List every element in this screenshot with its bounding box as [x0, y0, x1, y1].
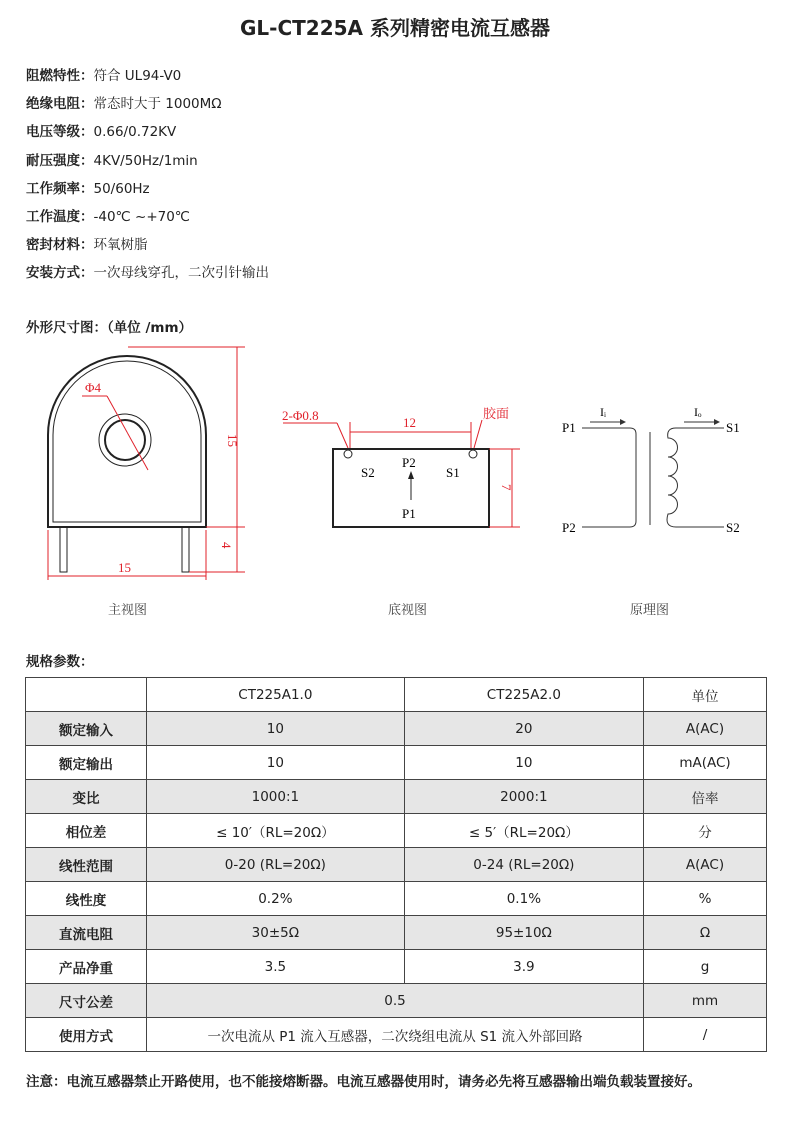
table-row [26, 848, 767, 882]
spec-item [26, 66, 269, 94]
pin-holes-label: 2-Φ0.8 [282, 408, 319, 423]
row-label: 线性范围 [26, 848, 147, 882]
s1-terminal-label: S1 [446, 465, 460, 480]
p2-label: P2 [402, 455, 416, 470]
unit-cell: A(AC) [644, 848, 767, 882]
table-cell: ≤ 5′（RL=20Ω） [404, 814, 643, 848]
unit-cell: / [644, 1018, 767, 1052]
table-cell: 10 [147, 712, 405, 746]
row-label: 相位差 [26, 814, 147, 848]
spec-item [26, 263, 269, 291]
header-cell: CT225A1.0 [147, 678, 405, 712]
table-header-row [26, 678, 767, 712]
row-label: 额定输出 [26, 746, 147, 780]
unit-cell: 分 [644, 814, 767, 848]
spec-value: 4KV/50Hz/1min [93, 152, 198, 169]
row-label: 产品净重 [26, 950, 147, 984]
table-cell: 0.5 [147, 984, 644, 1018]
spec-value: 50/60Hz [93, 180, 150, 197]
row-label: 额定输入 [26, 712, 147, 746]
table-cell: 30±5Ω [147, 916, 405, 950]
unit-cell: mm [644, 984, 767, 1018]
schematic-s2-label: S2 [726, 520, 740, 535]
schematic-p1-label: P1 [562, 420, 576, 435]
unit-cell: A(AC) [644, 712, 767, 746]
table-cell: 10 [147, 746, 405, 780]
hole-diameter-label: Φ4 [85, 380, 102, 395]
input-current-label: Iᵢ [600, 405, 606, 419]
table-row [26, 882, 767, 916]
row-label: 线性度 [26, 882, 147, 916]
row-label: 尺寸公差 [26, 984, 147, 1018]
header-cell: 单位 [644, 678, 767, 712]
table-cell: 1000:1 [147, 780, 405, 814]
table-cell: 0.1% [404, 882, 643, 916]
front-view-drawing [48, 356, 206, 572]
table-row [26, 814, 767, 848]
spec-label: 阻燃特性： [26, 68, 94, 84]
depth-label: 7 [499, 484, 514, 491]
s2-terminal-label: S2 [361, 465, 375, 480]
spec-value: 一次母线穿孔，二次引针输出 [93, 265, 269, 282]
spec-label: 绝缘电阻： [26, 96, 94, 113]
spec-label: 密封材料： [26, 237, 94, 254]
table-cell: 0-20 (RL=20Ω) [147, 848, 405, 882]
height-label: 15 [225, 434, 240, 447]
params-heading: 规格参数： [26, 654, 94, 670]
bottom-view-caption: 底视图 [388, 602, 428, 617]
spec-item [26, 122, 269, 150]
table-cell: ≤ 10′（RL=20Ω） [147, 814, 405, 848]
header-cell [26, 678, 147, 712]
schematic-drawing [582, 422, 724, 527]
output-current-label: Iₒ [694, 405, 702, 419]
spec-list [26, 66, 269, 292]
schematic-p2-label: P2 [562, 520, 576, 535]
spec-value: 环氧树脂 [93, 237, 148, 254]
table-row [26, 780, 767, 814]
spec-value: 符合 UL94-V0 [93, 68, 182, 84]
spec-table [25, 677, 767, 1052]
table-row [26, 950, 767, 984]
table-cell: 3.9 [404, 950, 643, 984]
row-label: 变比 [26, 780, 147, 814]
spec-value: 常态时大于 1000MΩ [93, 96, 222, 113]
front-view-dimensions [48, 347, 245, 580]
spec-item [26, 94, 269, 122]
spec-item [26, 151, 269, 179]
table-cell: 0.2% [147, 882, 405, 916]
unit-cell: 倍率 [644, 780, 767, 814]
table-row [26, 1018, 767, 1052]
glue-side-label: 胶面 [483, 406, 510, 421]
pin-spacing-label: 12 [403, 415, 416, 430]
drawings [0, 340, 790, 630]
table-row [26, 984, 767, 1018]
spec-label: 电压等级： [26, 124, 94, 141]
spec-label: 工作温度： [26, 208, 94, 225]
table-row [26, 916, 767, 950]
spec-item [26, 179, 269, 207]
table-row [26, 712, 767, 746]
table-cell: 20 [404, 712, 643, 746]
table-cell: 95±10Ω [404, 916, 643, 950]
p1-label: P1 [402, 506, 416, 521]
spec-label: 安装方式： [26, 265, 94, 282]
schematic-s1-label: S1 [726, 420, 740, 435]
width-label: 15 [118, 560, 131, 575]
unit-cell: % [644, 882, 767, 916]
spec-item [26, 207, 269, 235]
warning-note: 注意：电流互感器禁止开路使用，也不能接熔断器。电流互感器使用时，请务必先将互感器输出端负载装置接好。 [26, 1074, 701, 1090]
unit-cell: g [644, 950, 767, 984]
table-cell: 10 [404, 746, 643, 780]
table-row [26, 746, 767, 780]
pin-length-label: 4 [219, 542, 234, 549]
front-view-caption: 主视图 [108, 602, 148, 617]
spec-value: 0.66/0.72KV [93, 124, 177, 141]
spec-label: 耐压强度： [26, 152, 94, 169]
table-cell: 3.5 [147, 950, 405, 984]
table-cell: 0-24 (RL=20Ω) [404, 848, 643, 882]
page-title: GL-CT225A 系列精密电流互感器 [240, 16, 550, 40]
table-cell: 2000:1 [404, 780, 643, 814]
dimensions-heading: 外形尺寸图：（单位 /mm） [26, 320, 193, 336]
unit-cell: mA(AC) [644, 746, 767, 780]
header-cell: CT225A2.0 [404, 678, 643, 712]
row-label: 使用方式 [26, 1018, 147, 1052]
spec-item [26, 235, 269, 263]
schematic-caption: 原理图 [630, 602, 670, 617]
spec-label: 工作频率： [26, 180, 94, 197]
spec-value: -40℃ ~+70℃ [93, 208, 190, 225]
unit-cell: Ω [644, 916, 767, 950]
table-cell: 一次电流从 P1 流入互感器，二次绕组电流从 S1 流入外部回路 [147, 1018, 644, 1052]
row-label: 直流电阻 [26, 916, 147, 950]
